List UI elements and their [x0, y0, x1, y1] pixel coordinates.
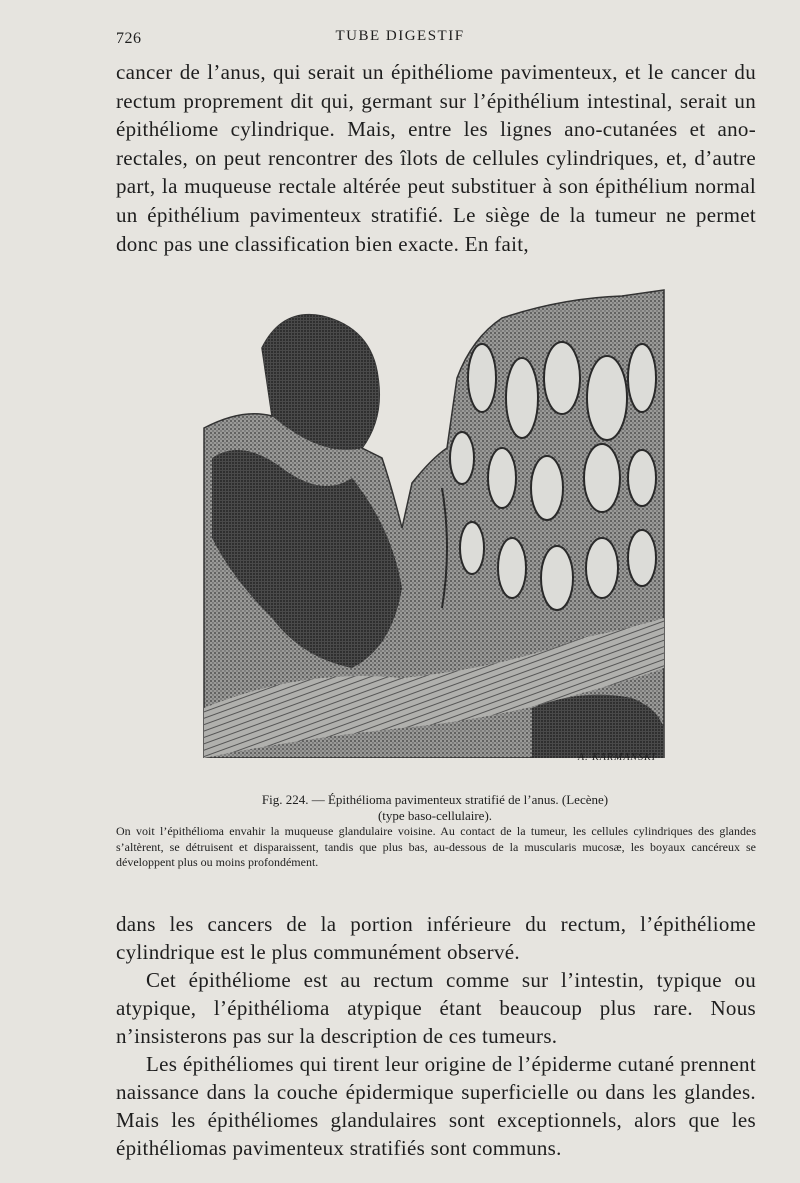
running-title: TUBE DIGESTIF: [335, 28, 465, 44]
page-number: 726: [116, 30, 142, 47]
body-paragraph-2: Cet épithéliome est au rectum comme sur l’intestin, typique ou atypique, l’épithélioma atypique étant beaucoup plus rare. Nous n’insisterons pas sur la description de ces tumeurs.: [116, 968, 756, 1048]
figure-caption-text: On voit l’épithélioma envahir la muqueuse glandulaire voisine. Au contact de la tumeur, les cellules cylindriques des glandes s’altèrent, se détruisent et disparaissent, tandis que plus bas, au-dessous de la muscularis mucosæ, les boyaux cancéreux se développent plus ou moins profondément.: [116, 824, 756, 869]
histology-engraving: [202, 288, 670, 758]
body-text-bottom: [116, 910, 756, 1162]
body-paragraph-top: cancer de l’anus, qui serait un épithéliome pavimenteux, et le cancer du rectum proprement dit qui, germant sur l’épithélium intestinal, serait un épithéliome cylindrique. Mais, entre les lignes ano-cutanées et ano-rectales, on peut rencontrer des îlots de cellules cylindriques, et, d’autre part, la muqueuse rectale altérée peut substituer à son épithélium normal un épithélium pavimenteux stratifié. Le siège de la tumeur ne permet donc pas une classification bien exacte. En fait,: [116, 60, 756, 256]
figure-caption-line-2: (type baso-cellulaire).: [377, 808, 493, 823]
figure-caption-title: [0, 792, 800, 824]
engraver-signature: A. KARMANSKI: [578, 752, 657, 763]
body-paragraph-3: Les épithéliomes qui tirent leur origine de l’épiderme cutané prennent naissance dans la couche épidermique superficielle ou dans les glandes. Mais les épithéliomes glandulaires sont exceptionnels, alors que les épithéliomas pavimenteux stratifiés sont communs.: [116, 1052, 756, 1160]
body-paragraph-1: dans les cancers de la portion inférieure du rectum, l’épithéliome cylindrique est le plus communément observé.: [116, 912, 756, 964]
figure-caption-line-1: Fig. 224. — Épithélioma pavimenteux stratifié de l’anus. (Lecène): [261, 792, 609, 807]
